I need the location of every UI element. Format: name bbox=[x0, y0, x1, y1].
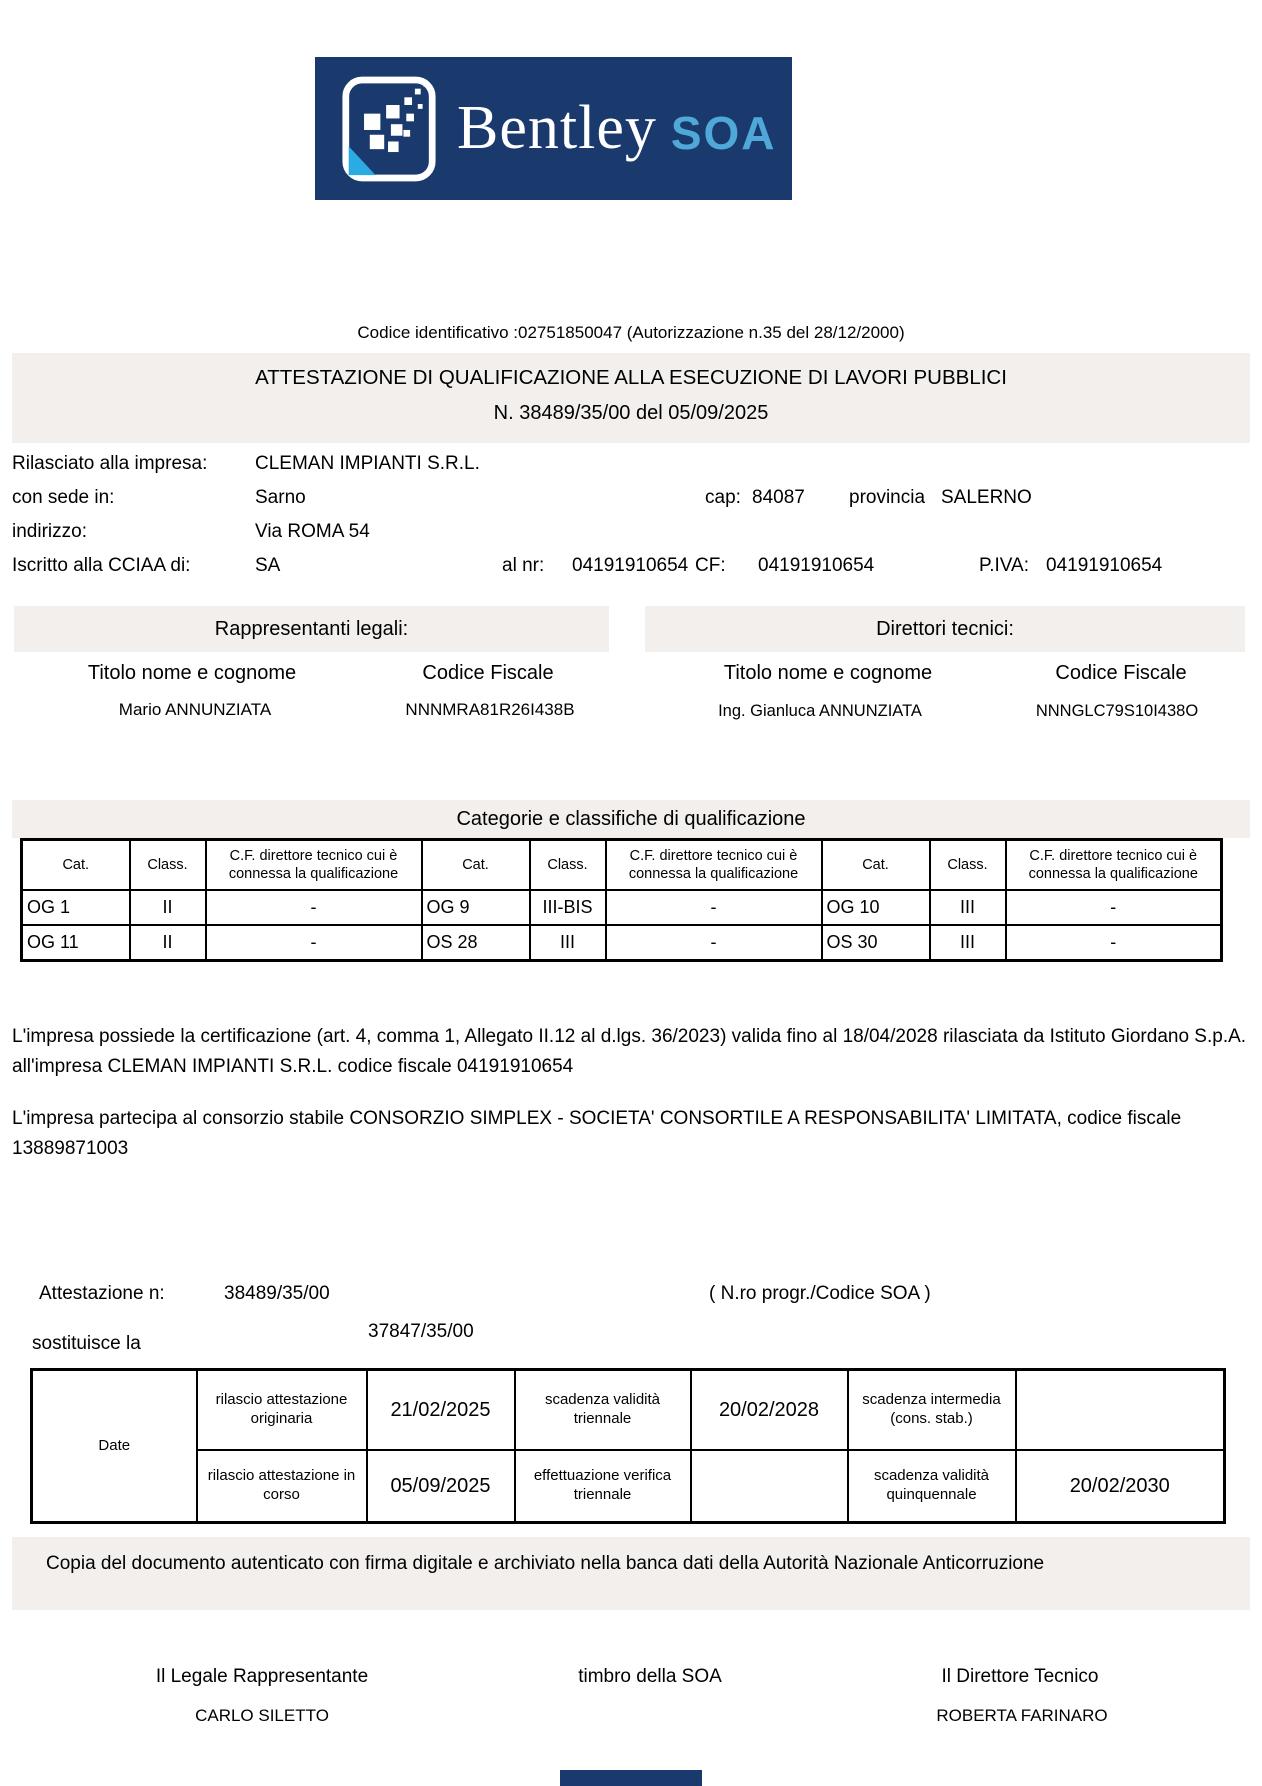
seat-value: Sarno bbox=[255, 487, 306, 508]
replaces-label: sostituisce la bbox=[32, 1333, 141, 1354]
class-value: III-BIS bbox=[530, 890, 606, 925]
class-value: III bbox=[930, 925, 1006, 961]
dates-row-header: Date bbox=[32, 1370, 197, 1523]
col-cat: Cat. bbox=[22, 840, 130, 891]
bentley-soa-logo bbox=[315, 57, 792, 200]
cf-label: CF: bbox=[695, 555, 726, 576]
scadenza-intermedia-date bbox=[1016, 1370, 1225, 1451]
categories-table bbox=[20, 838, 1223, 962]
piva-value: 04191910654 bbox=[1046, 555, 1163, 576]
legal-rep-name: Mario ANNUNZIATA bbox=[118, 700, 272, 719]
provincia-label: provincia bbox=[849, 487, 926, 508]
scadenza-intermedia-label: scadenza intermedia (cons. stab.) bbox=[848, 1370, 1016, 1451]
dates-row-2 bbox=[32, 1450, 1225, 1523]
cap-value: 84087 bbox=[752, 487, 805, 508]
cf-dt-value: - bbox=[206, 890, 422, 925]
verifica-triennale-label: effettuazione verifica triennale bbox=[515, 1450, 691, 1523]
col-cf-dt: C.F. direttore tecnico cui è connessa la qualificazione bbox=[606, 840, 822, 891]
identification-code-line: Codice identificativo :02751850047 (Autorizzazione n.35 del 28/12/2000) bbox=[357, 323, 905, 342]
col-cf-dt: C.F. direttore tecnico cui è connessa la qualificazione bbox=[206, 840, 422, 891]
attestation-label: Attestazione n: bbox=[39, 1283, 165, 1304]
col-cat: Cat. bbox=[422, 840, 530, 891]
scadenza-quinquennale-label: scadenza validità quinquennale bbox=[848, 1450, 1016, 1523]
provincia-value: SALERNO bbox=[941, 487, 1032, 508]
title-banner bbox=[12, 353, 1250, 443]
class-value: III bbox=[530, 925, 606, 961]
categories-header-row bbox=[22, 840, 1222, 891]
legal-rep-signature-label: Il Legale Rappresentante bbox=[155, 1666, 369, 1687]
cat-value: OG 1 bbox=[22, 890, 130, 925]
replaces-number: 37847/35/00 bbox=[368, 1321, 474, 1342]
soa-stamp-label: timbro della SOA bbox=[578, 1666, 722, 1687]
piva-label: P.IVA: bbox=[979, 555, 1029, 576]
col-class: Class. bbox=[130, 840, 206, 891]
certificate-title: ATTESTAZIONE DI QUALIFICAZIONE ALLA ESECUZIONE DI LAVORI PUBBLICI bbox=[255, 366, 1007, 389]
cat-value: OG 11 bbox=[22, 925, 130, 961]
certificate-number-line: N. 38489/35/00 del 05/09/2025 bbox=[493, 402, 769, 424]
logo-brand-text: Bentley bbox=[457, 94, 657, 162]
pixel-document-icon bbox=[341, 75, 437, 183]
verifica-triennale-date bbox=[691, 1450, 848, 1523]
seat-label: con sede in: bbox=[12, 487, 115, 508]
certification-paragraph: L'impresa possiede la certificazione (art. 4, comma 1, Allegato II.12 al d.lgs. 36/2023) valida fino al 18/04/2028 rilasciata da Istituto Giordano S.p.A. all'impresa CLEMAN IMPIANTI S.R.L. codice fiscale 04191910654 bbox=[12, 1026, 1247, 1077]
col-class: Class. bbox=[930, 840, 1006, 891]
consortium-paragraph: L'impresa partecipa al consorzio stabile CONSORZIO SIMPLEX - SOCIETA' CONSORTILE A RESPONSABILITA' LIMITATA, codice fiscale 13889871003 bbox=[12, 1108, 1182, 1159]
cat-value: OS 30 bbox=[822, 925, 930, 961]
rilascio-in-corso-date: 05/09/2025 bbox=[367, 1450, 515, 1523]
cf-value: 04191910654 bbox=[758, 555, 875, 576]
cciaa-value: SA bbox=[255, 555, 281, 576]
tech-dir-signature-name: ROBERTA FARINARO bbox=[936, 1706, 1108, 1725]
scadenza-quinquennale-date: 20/02/2030 bbox=[1016, 1450, 1225, 1523]
rilascio-originaria-date: 21/02/2025 bbox=[367, 1370, 515, 1451]
tech-dir-name: Ing. Gianluca ANNUNZIATA bbox=[718, 702, 922, 720]
col-cf-dt: C.F. direttore tecnico cui è connessa la qualificazione bbox=[1006, 840, 1222, 891]
cap-label: cap: bbox=[705, 487, 741, 508]
cat-value: OG 10 bbox=[822, 890, 930, 925]
cf-dt-value: - bbox=[1006, 925, 1222, 961]
legal-rep-signature-name: CARLO SILETTO bbox=[195, 1706, 329, 1725]
legal-reps-header: Rappresentanti legali: bbox=[14, 606, 609, 652]
issued-to-label: Rilasciato alla impresa: bbox=[12, 453, 208, 474]
company-name-value: CLEMAN IMPIANTI S.R.L. bbox=[255, 453, 480, 474]
digital-copy-note-band bbox=[12, 1537, 1250, 1610]
cf-dt-value: - bbox=[1006, 890, 1222, 925]
class-value: II bbox=[130, 925, 206, 961]
categories-row bbox=[22, 890, 1222, 925]
cf-dt-value: - bbox=[206, 925, 422, 961]
cciaa-label: Iscritto alla CCIAA di: bbox=[12, 555, 191, 576]
bottom-page-edge-bar bbox=[560, 1770, 702, 1786]
progr-code-label: ( N.ro progr./Codice SOA ) bbox=[709, 1283, 931, 1304]
attestation-number: 38489/35/00 bbox=[224, 1283, 330, 1304]
cf-dt-value: - bbox=[606, 890, 822, 925]
scadenza-triennale-date: 20/02/2028 bbox=[691, 1370, 848, 1451]
address-label: indirizzo: bbox=[12, 521, 87, 542]
legal-reps-col-cf: Codice Fiscale bbox=[422, 662, 554, 684]
tech-dir-cf: NNNGLC79S10I438O bbox=[1035, 702, 1199, 720]
tech-dirs-col-cf: Codice Fiscale bbox=[1055, 662, 1187, 684]
tech-dirs-header: Direttori tecnici: bbox=[645, 606, 1245, 652]
address-value: Via ROMA 54 bbox=[255, 521, 370, 542]
alnr-label: al nr: bbox=[502, 555, 545, 576]
categories-row bbox=[22, 925, 1222, 961]
cat-value: OS 28 bbox=[422, 925, 530, 961]
legal-reps-col-name: Titolo nome e cognome bbox=[87, 662, 297, 684]
rilascio-originaria-label: rilascio attestazione originaria bbox=[197, 1370, 367, 1451]
col-cat: Cat. bbox=[822, 840, 930, 891]
dates-table bbox=[30, 1368, 1226, 1524]
logo-suffix-text: SOA bbox=[670, 106, 777, 159]
col-class: Class. bbox=[530, 840, 606, 891]
cat-value: OG 9 bbox=[422, 890, 530, 925]
legal-rep-cf: NNNMRA81R26I438B bbox=[405, 700, 575, 719]
rilascio-in-corso-label: rilascio attestazione in corso bbox=[197, 1450, 367, 1523]
categories-header: Categorie e classifiche di qualificazione bbox=[12, 800, 1250, 838]
dates-row-1 bbox=[32, 1370, 1225, 1451]
digital-copy-note: Copia del documento autenticato con firma digitale e archiviato nella banca dati della Autorità Nazionale Anticorruzione bbox=[46, 1553, 1045, 1574]
cf-dt-value: - bbox=[606, 925, 822, 961]
class-value: III bbox=[930, 890, 1006, 925]
scadenza-triennale-label: scadenza validità triennale bbox=[515, 1370, 691, 1451]
tech-dir-signature-label: Il Direttore Tecnico bbox=[941, 1666, 1099, 1687]
class-value: II bbox=[130, 890, 206, 925]
alnr-value: 04191910654 bbox=[572, 555, 689, 576]
tech-dirs-col-name: Titolo nome e cognome bbox=[723, 662, 933, 684]
